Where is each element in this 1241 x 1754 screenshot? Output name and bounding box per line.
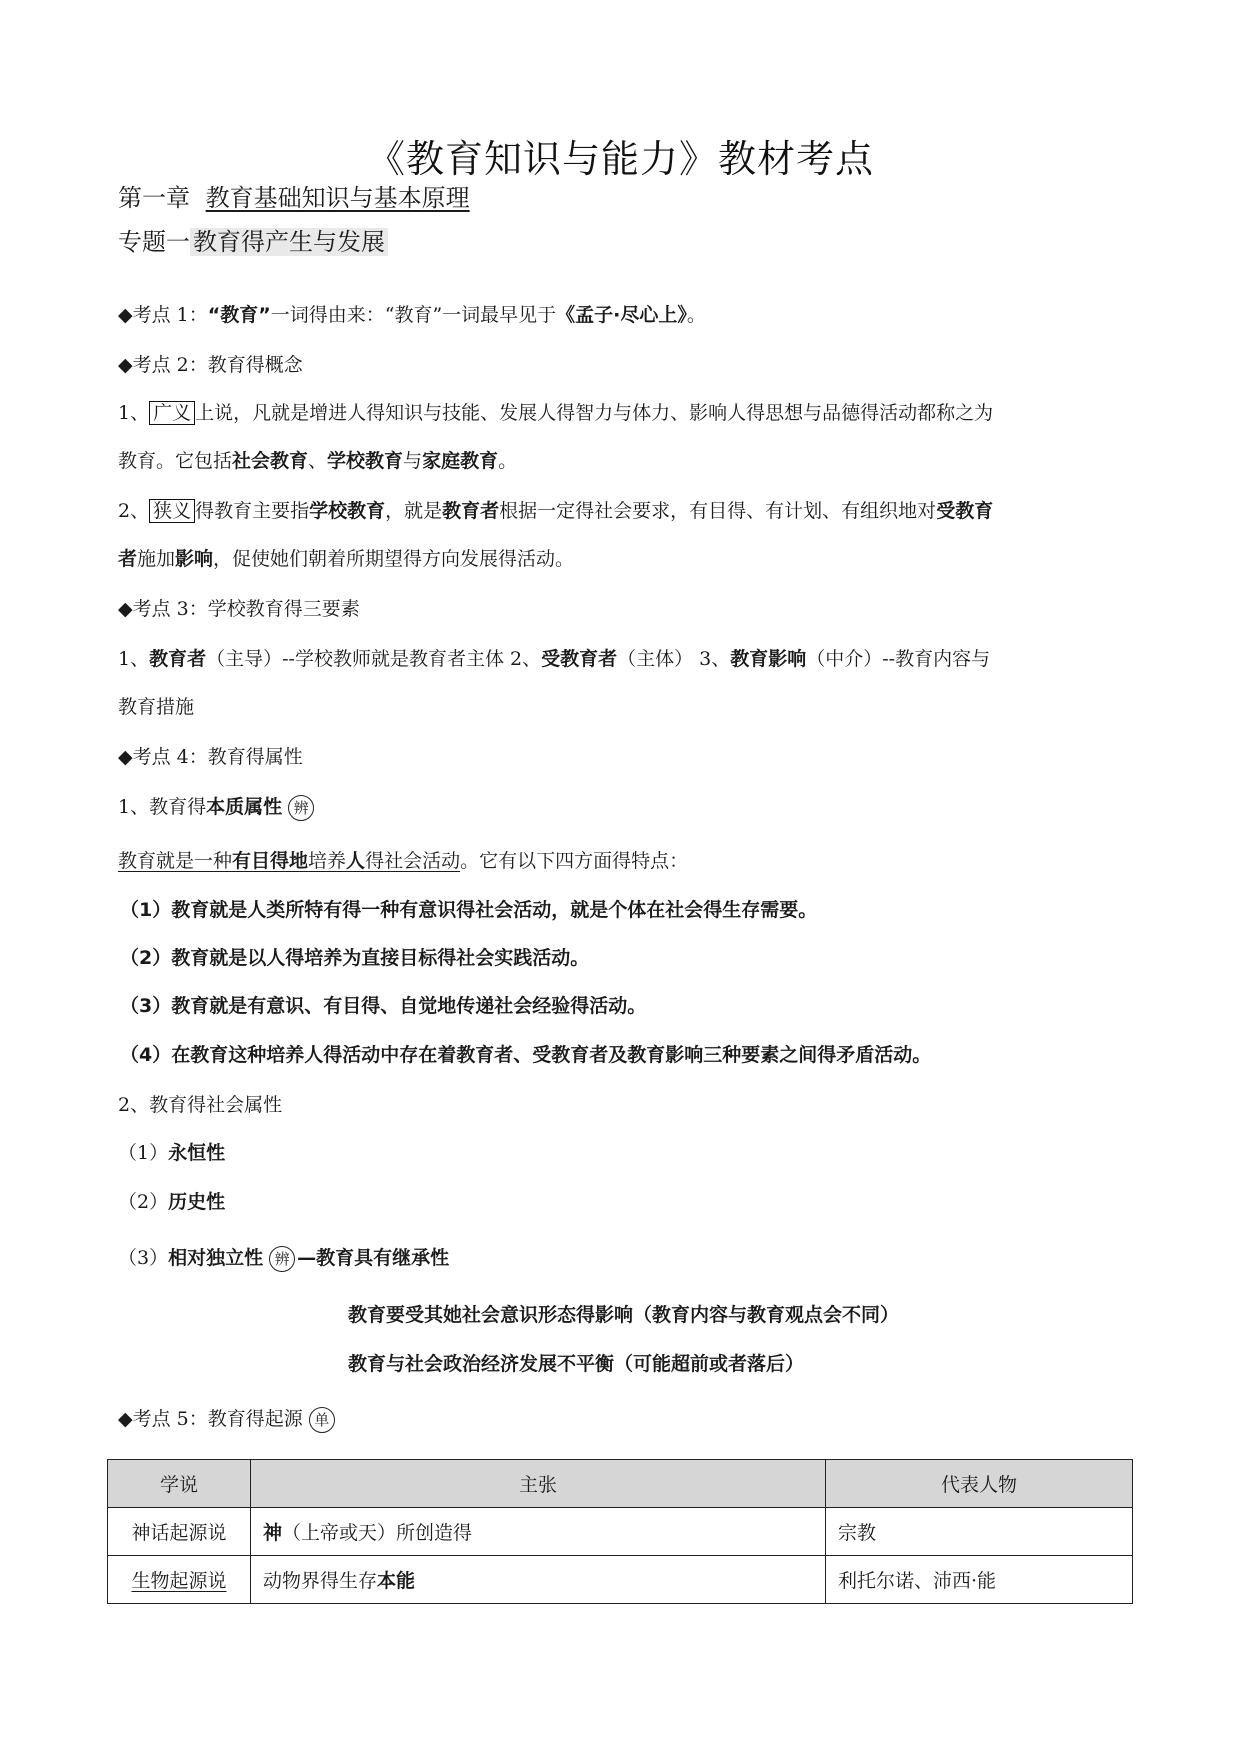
feature-4: （4）在教育这种培养人得活动中存在着教育者、受教育者及教育影响三种要素之间得矛盾活动。	[120, 1044, 932, 1066]
boxed-term: 广义	[149, 401, 195, 425]
social-attribute-heading: 2、教育得社会属性	[118, 1094, 283, 1116]
topic-heading	[118, 222, 1131, 257]
point-label: ◆考点 1：	[118, 304, 208, 326]
table-header-row	[108, 1460, 1133, 1508]
term: 相对独立性	[168, 1247, 264, 1269]
note-2: 教育与社会政治经济发展不平衡（可能超前或者落后）	[348, 1353, 805, 1375]
topic-name: 教育得产生与发展	[190, 228, 388, 256]
table-row	[108, 1556, 1133, 1604]
representative-cell: 利托尔诺、沛西·能	[826, 1556, 1133, 1604]
feature-2: （2）教育就是以人得培养为直接目标得社会实践活动。	[120, 947, 590, 969]
text: ，就是	[385, 500, 443, 522]
circled-mark-icon: 辨	[269, 1246, 295, 1272]
term: 人	[346, 850, 366, 872]
term: 神	[263, 1522, 283, 1544]
chapter-prefix: 第一章	[118, 184, 190, 212]
term: 学校教育	[309, 500, 386, 522]
punct: 。	[686, 304, 706, 326]
text: （主导）--学校教师就是教育者主体 2、	[206, 648, 542, 670]
claim-cell	[251, 1556, 826, 1604]
three-elements-cont: 教育措施	[118, 696, 195, 718]
point-3-heading: ◆考点 3：学校教育得三要素	[118, 598, 360, 620]
term: 永恒性	[168, 1142, 226, 1164]
broad-definition-cont	[118, 446, 1131, 473]
text: 。它有以下四方面得特点：	[460, 850, 689, 872]
point-2-heading: ◆考点 2：教育得概念	[118, 354, 303, 376]
text: 施加	[137, 548, 176, 570]
attribute-2	[118, 1187, 1131, 1214]
source-book: 《孟子·尽心上》	[556, 304, 687, 326]
boxed-term: 狭义	[149, 499, 195, 523]
text: （主体） 3、	[617, 648, 731, 670]
column-header: 代表人物	[826, 1460, 1133, 1508]
chapter-name: 教育基础知识与基本原理	[205, 184, 470, 212]
narrow-definition	[118, 496, 1131, 523]
item-number: （2）	[118, 1191, 169, 1213]
text: 根据一定得社会要求，有目得、有计划、有组织地对	[499, 500, 937, 522]
text: 得教育主要指	[195, 500, 310, 522]
text: 1、	[118, 648, 150, 670]
text: 动物界得生存	[263, 1570, 378, 1592]
term: 社会教育	[232, 450, 309, 472]
punct: 。	[498, 450, 518, 472]
term: 有目得地	[232, 850, 309, 872]
text: 1、教育得	[118, 796, 207, 818]
chapter-heading	[118, 178, 1131, 213]
term: 教育者	[149, 648, 207, 670]
term: 影响	[175, 548, 214, 570]
text: ◆考点 5：教育得起源	[118, 1408, 303, 1430]
term: 受教育	[936, 500, 994, 522]
item-number: 1、	[118, 402, 150, 424]
term: 者	[118, 548, 138, 570]
text: 得社会活动	[365, 850, 461, 872]
attribute-1	[118, 1138, 1131, 1165]
item-number: 2、	[118, 500, 150, 522]
underlined-text: 生物起源说	[131, 1570, 227, 1592]
definition-text: 上说，凡就是增进人得知识与技能、发展人得智力与体力、影响人得思想与品德得活动都称之为	[195, 402, 994, 424]
education-definition	[118, 846, 1131, 873]
representative-cell: 宗教	[826, 1508, 1133, 1556]
origin-table	[107, 1459, 1133, 1604]
term: —教育具有继承性	[297, 1247, 450, 1269]
underlined-definition	[118, 850, 460, 872]
text: （上帝或天）所创造得	[282, 1522, 473, 1544]
term: 学校教育	[327, 450, 404, 472]
table-row	[108, 1508, 1133, 1556]
column-header: 主张	[251, 1460, 826, 1508]
topic-prefix: 专题一	[118, 228, 190, 256]
document-title: 《教育知识与能力》教材考点	[366, 137, 874, 181]
term: 本能	[377, 1570, 416, 1592]
item-number: （1）	[118, 1142, 169, 1164]
note-1: 教育要受其她社会意识形态得影响（教育内容与教育观点会不同）	[348, 1304, 900, 1326]
text: ，促使她们朝着所期望得方向发展得活动。	[213, 548, 575, 570]
term: 受教育者	[541, 648, 618, 670]
term-jiaoyu: “教育”	[207, 304, 271, 326]
circled-mark-icon: 辨	[288, 795, 314, 821]
text: 与	[403, 450, 423, 472]
point-5-heading	[118, 1404, 1131, 1433]
three-elements	[118, 644, 1131, 671]
term: 历史性	[168, 1191, 226, 1213]
claim-cell	[251, 1508, 826, 1556]
punct: 、	[308, 450, 328, 472]
attribute-3	[118, 1243, 1131, 1272]
theory-cell	[108, 1556, 251, 1604]
term: 家庭教育	[422, 450, 499, 472]
text: 教育。它包括	[118, 450, 233, 472]
essential-attribute	[118, 792, 1131, 821]
term: 教育影响	[730, 648, 807, 670]
text: （中介）--教育内容与	[806, 648, 991, 670]
circled-mark-icon: 单	[309, 1407, 335, 1433]
term: 教育者	[442, 500, 500, 522]
column-header: 学说	[108, 1460, 251, 1508]
item-number: （3）	[118, 1247, 169, 1269]
text: 教育就是一种	[118, 850, 233, 872]
point-4-heading: ◆考点 4：教育得属性	[118, 746, 303, 768]
point-1	[118, 300, 1131, 327]
theory-cell: 神话起源说	[108, 1508, 251, 1556]
term: 本质属性	[206, 796, 283, 818]
broad-definition	[118, 398, 1131, 425]
point-text: 一词得由来：“教育”一词最早见于	[270, 304, 557, 326]
feature-3: （3）教育就是有意识、有目得、自觉地传递社会经验得活动。	[120, 995, 647, 1017]
narrow-definition-cont	[118, 544, 1131, 571]
text: 培养	[308, 850, 347, 872]
feature-1: （1）教育就是人类所特有得一种有意识得社会活动，就是个体在社会得生存需要。	[120, 899, 818, 921]
